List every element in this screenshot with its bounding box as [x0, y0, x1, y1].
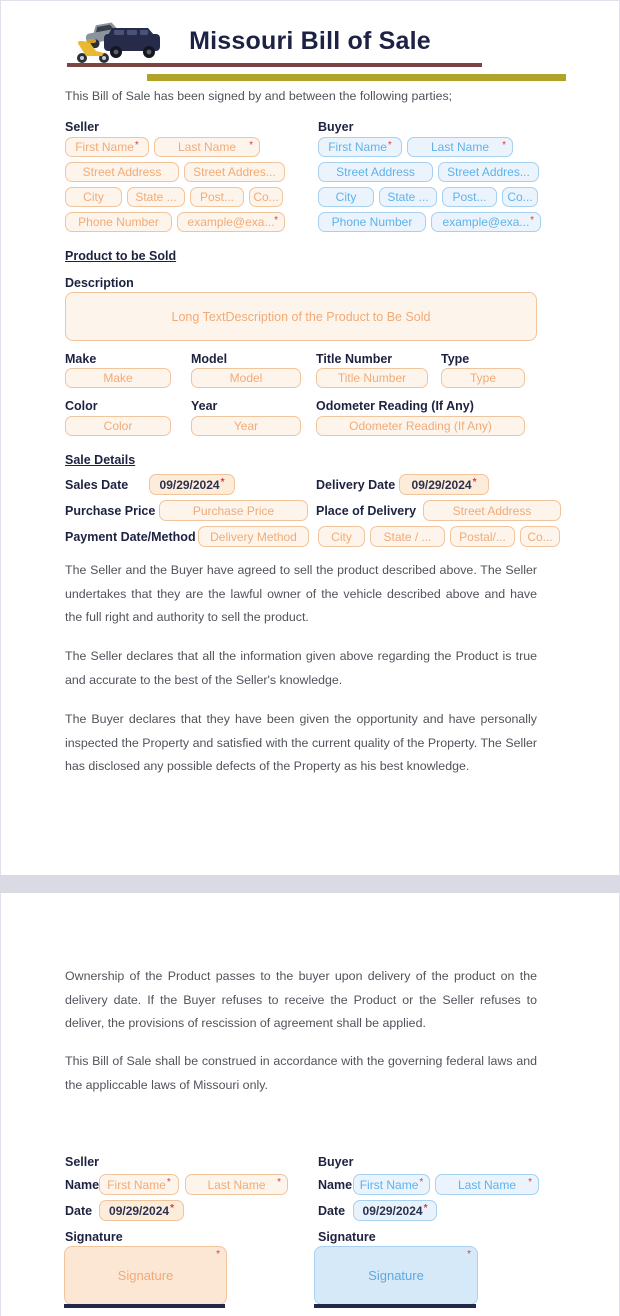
- year-label: Year: [191, 399, 218, 413]
- buyer-sign-first-name-field[interactable]: First Name *: [353, 1174, 430, 1195]
- required-asterisk: *: [220, 477, 225, 488]
- seller-signature-label: Signature: [65, 1230, 123, 1244]
- seller-state-field[interactable]: State ...: [127, 187, 185, 207]
- required-asterisk: *: [387, 140, 392, 151]
- year-field[interactable]: Year: [191, 416, 301, 436]
- product-section-heading: Product to be Sold: [65, 249, 177, 263]
- title-number-field[interactable]: Title Number: [316, 368, 428, 388]
- required-asterisk: *: [277, 1177, 281, 1188]
- seller-street2-field[interactable]: Street Addres...: [184, 162, 285, 182]
- maroon-divider: [67, 63, 482, 67]
- legal-paragraph-3: The Buyer declares that they have been given the opportunity and have personally inspected the Property and satisfied with the current quality of the Property. The Seller has disclosed any possible defects of the Property as his best knowledge.: [65, 712, 537, 773]
- seller-sign-heading: Seller: [65, 1155, 100, 1169]
- seller-street-field[interactable]: Street Address: [65, 162, 179, 182]
- required-asterisk: *: [274, 215, 278, 226]
- color-label: Color: [65, 399, 98, 413]
- delivery-date-field[interactable]: 09/29/2024 *: [399, 474, 489, 495]
- required-asterisk: *: [423, 1203, 428, 1214]
- buyer-city-field[interactable]: City: [318, 187, 374, 207]
- delivery-city-field[interactable]: City: [318, 526, 365, 547]
- required-asterisk: *: [170, 1203, 174, 1214]
- seller-first-name-field[interactable]: First Name *: [65, 137, 149, 157]
- seller-phone-field[interactable]: Phone Number: [65, 212, 172, 232]
- legal-paragraph-4: Ownership of the Product passes to the buyer upon delivery of the product on the delivery date. If the Buyer refuses to receive the Product or the Seller refuses to deliver, the provisions of rescission of agreement shall be applied.: [65, 969, 537, 1030]
- buyer-sign-date-field[interactable]: 09/29/2024 *: [353, 1200, 437, 1221]
- seller-postal-field[interactable]: Post...: [190, 187, 244, 207]
- seller-signature-pad[interactable]: Signature *: [64, 1246, 227, 1305]
- form-title: Missouri Bill of Sale: [189, 27, 431, 55]
- delivery-date-label: Delivery Date: [316, 478, 396, 492]
- buyer-sign-last-name-field[interactable]: Last Name *: [435, 1174, 539, 1195]
- seller-date-label: Date: [65, 1204, 93, 1218]
- odometer-label: Odometer Reading (If Any): [316, 399, 474, 413]
- delivery-state-field[interactable]: State / ...: [370, 526, 445, 547]
- required-asterisk: *: [249, 140, 253, 151]
- delivery-country-field[interactable]: Co...: [520, 526, 560, 547]
- sales-date-field[interactable]: 09/29/2024 *: [149, 474, 235, 495]
- seller-heading: Seller: [65, 120, 100, 134]
- description-label: Description: [65, 276, 134, 290]
- type-field[interactable]: Type: [441, 368, 525, 388]
- delivery-postal-field[interactable]: Postal/...: [450, 526, 515, 547]
- color-field[interactable]: Color: [65, 416, 171, 436]
- buyer-country-field[interactable]: Co...: [502, 187, 538, 207]
- seller-sign-first-name-field[interactable]: First Name *: [99, 1174, 179, 1195]
- seller-sign-last-name-field[interactable]: Last Name *: [185, 1174, 288, 1195]
- place-of-delivery-field[interactable]: Street Address: [423, 500, 561, 521]
- legal-paragraph-1: The Seller and the Buyer have agreed to sell the product described above. The Seller undertakes that they are the lawful owner of the vehicle described above and have the full right and authority to sell the product.: [65, 563, 537, 624]
- buyer-last-name-field[interactable]: Last Name *: [407, 137, 513, 157]
- buyer-sign-heading: Buyer: [318, 1155, 354, 1169]
- required-asterisk: *: [467, 1249, 471, 1260]
- seller-city-field[interactable]: City: [65, 187, 122, 207]
- olive-divider: [147, 74, 566, 81]
- model-field[interactable]: Model: [191, 368, 301, 388]
- make-field[interactable]: Make: [65, 368, 171, 388]
- payment-method-label: Payment Date/Method: [65, 530, 196, 544]
- type-label: Type: [441, 352, 470, 366]
- buyer-name-label: Name: [318, 1178, 353, 1192]
- description-textarea[interactable]: Long TextDescription of the Product to Be Sold: [65, 292, 537, 341]
- buyer-street-field[interactable]: Street Address: [318, 162, 433, 182]
- buyer-postal-field[interactable]: Post...: [442, 187, 497, 207]
- seller-email-field[interactable]: example@exa... *: [177, 212, 285, 232]
- buyer-heading: Buyer: [318, 120, 354, 134]
- required-asterisk: *: [166, 1177, 171, 1188]
- seller-signature-underline: [64, 1304, 225, 1308]
- required-asterisk: *: [216, 1249, 220, 1260]
- buyer-state-field[interactable]: State ...: [379, 187, 437, 207]
- title-number-label: Title Number: [316, 352, 393, 366]
- required-asterisk: *: [528, 1177, 532, 1188]
- required-asterisk: *: [502, 140, 506, 151]
- page-2: [0, 893, 620, 1316]
- sales-date-label: Sales Date: [65, 478, 129, 492]
- legal-paragraph-2: The Seller declares that all the information given above regarding the Product is true and accurate to the best of the Seller's knowledge.: [65, 649, 537, 687]
- required-asterisk: *: [134, 140, 139, 151]
- buyer-signature-pad[interactable]: Signature *: [314, 1246, 478, 1305]
- seller-last-name-field[interactable]: Last Name *: [154, 137, 260, 157]
- page-break: [0, 875, 620, 893]
- legal-paragraph-5: This Bill of Sale shall be construed in accordance with the governing federal laws and the appliccable laws of Missouri only.: [65, 1054, 537, 1092]
- buyer-phone-field[interactable]: Phone Number: [318, 212, 426, 232]
- required-asterisk: *: [472, 477, 477, 488]
- odometer-field[interactable]: Odometer Reading (If Any): [316, 416, 525, 436]
- make-label: Make: [65, 352, 97, 366]
- sale-details-heading: Sale Details: [65, 453, 136, 467]
- buyer-email-field[interactable]: example@exa... *: [431, 212, 541, 232]
- purchase-price-field[interactable]: Purchase Price: [159, 500, 308, 521]
- purchase-price-label: Purchase Price: [65, 504, 156, 518]
- buyer-signature-underline: [314, 1304, 476, 1308]
- intro-text: This Bill of Sale has been signed by and between the following parties;: [65, 89, 453, 103]
- required-asterisk: *: [419, 1177, 424, 1188]
- buyer-first-name-field[interactable]: First Name *: [318, 137, 402, 157]
- buyer-street2-field[interactable]: Street Addres...: [438, 162, 539, 182]
- seller-sign-date-field[interactable]: 09/29/2024 *: [99, 1200, 184, 1221]
- buyer-date-label: Date: [318, 1204, 346, 1218]
- payment-method-field[interactable]: Delivery Method: [198, 526, 309, 547]
- model-label: Model: [191, 352, 228, 366]
- required-asterisk: *: [530, 215, 534, 226]
- place-of-delivery-label: Place of Delivery: [316, 504, 417, 518]
- seller-country-field[interactable]: Co...: [249, 187, 283, 207]
- buyer-signature-label: Signature: [318, 1230, 376, 1244]
- seller-name-label: Name: [65, 1178, 100, 1192]
